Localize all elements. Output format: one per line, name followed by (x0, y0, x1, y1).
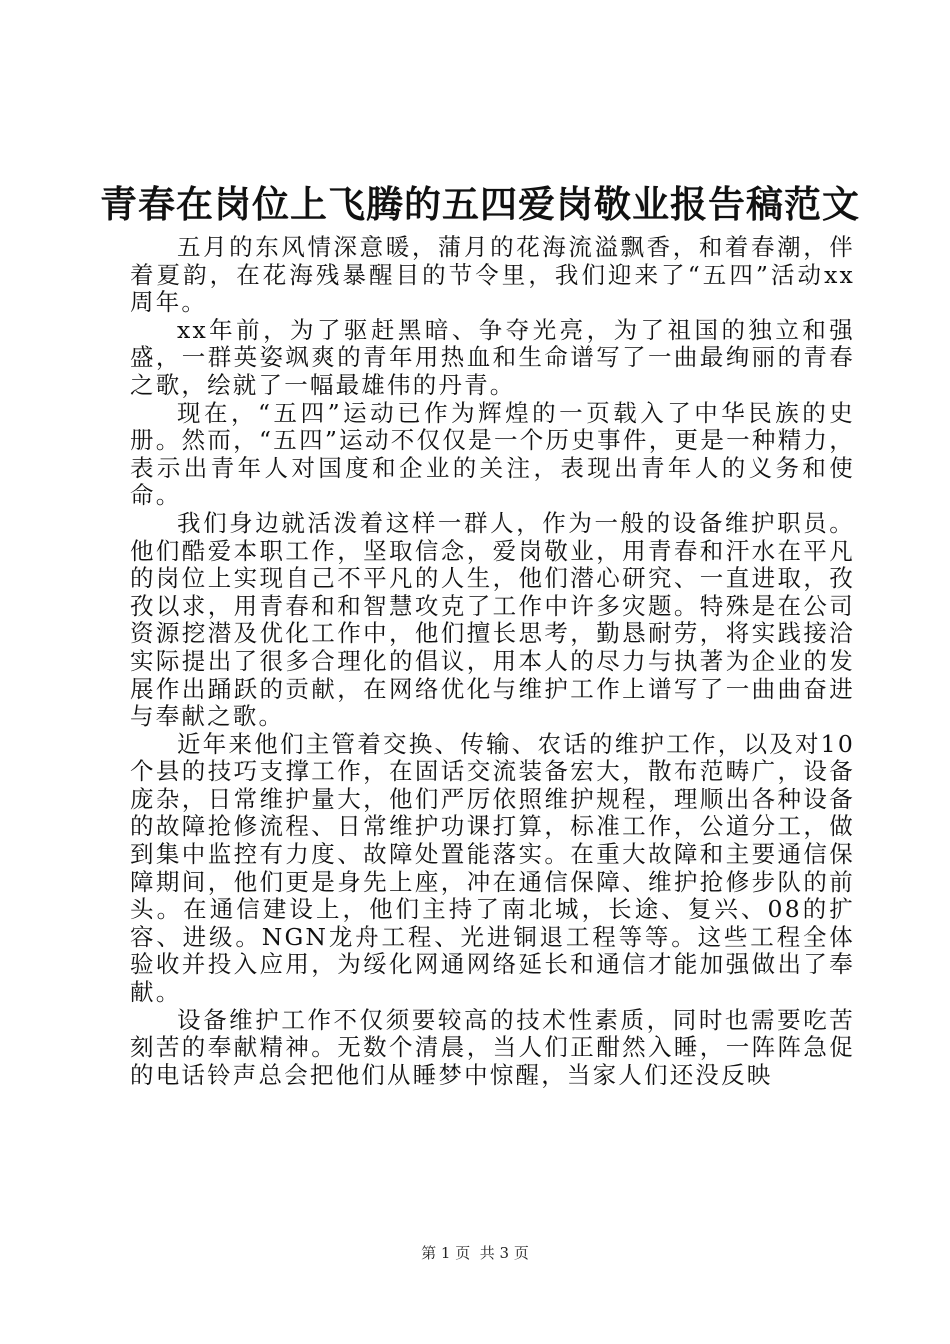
document-title: 青春在岗位上飞腾的五四爱岗敬业报告稿范文 (100, 182, 860, 226)
paragraph-4: 我们身边就活泼着这样一群人，作为一般的设备维护职员。他们酷爱本职工作，坚取信念，爱岗敬业，用青春和汗水在平凡的岗位上实现自己不平凡的人生，他们潜心研究、一直进取，孜孜以求，用青春和和智慧攻克了工作中许多灾题。特殊是在公司资源挖潜及优化工作中，他们擅长思考，勤恳耐劳，将实践接洽实际提出了很多合理化的倡议，用本人的尽力与执著为企业的发展作出踊跃的贡献，在网络优化与维护工作上谱写了一曲曲奋进与奉献之歌。 (130, 508, 855, 731)
paragraph-3: 现在，“五四”运动已作为辉煌的一页载入了中华民族的史册。然而，“五四”运动不仅仅是一个历史事件，更是一种精力，表示出青年人对国度和企业的关注，表现出青年人的义务和使命。 (130, 398, 855, 510)
document-body (130, 234, 855, 1089)
paragraph-5: 近年来他们主管着交换、传输、农话的维护工作，以及对10个县的技巧支撑工作，在固话交流装备宏大，散布范畴广，设备庞杂，日常维护量大，他们严厉依照维护规程，理顺出各种设备的故障抢修流程、日常维护功课打算，标准工作，公道分工，做到集中监控有力度、故障处置能落实。在重大故障和主要通信保障期间，他们更是身先上座，冲在通信保障、维护抢修步队的前头。在通信建设上，他们主持了南北城，长途、复兴、08的扩容、进级。NGN龙舟工程、光进铜退工程等等。这些工程全体验收并投入应用，为绥化网通网络延长和通信才能加强做出了奉献。 (130, 729, 855, 1007)
paragraph-2: xx年前，为了驱赶黑暗、争夺光亮，为了祖国的独立和强盛，一群英姿飒爽的青年用热血和生命谱写了一曲最绚丽的青春之歌，绘就了一幅最雄伟的丹青。 (130, 315, 855, 399)
page-number-footer: 第 1 页 共 3 页 (421, 1244, 529, 1262)
paragraph-6: 设备维护工作不仅须要较高的技术性素质，同时也需要吃苦刻苦的奉献精神。无数个清晨，当人们正酣然入睡，一阵阵急促的电话铃声总会把他们从睡梦中惊醒，当家人们还没反映 (130, 1005, 855, 1089)
paragraph-1: 五月的东风情深意暖，蒲月的花海流溢飘香，和着春潮，伴着夏韵，在花海残暴醒目的节令里，我们迎来了“五四”活动xx周年。 (130, 233, 855, 317)
